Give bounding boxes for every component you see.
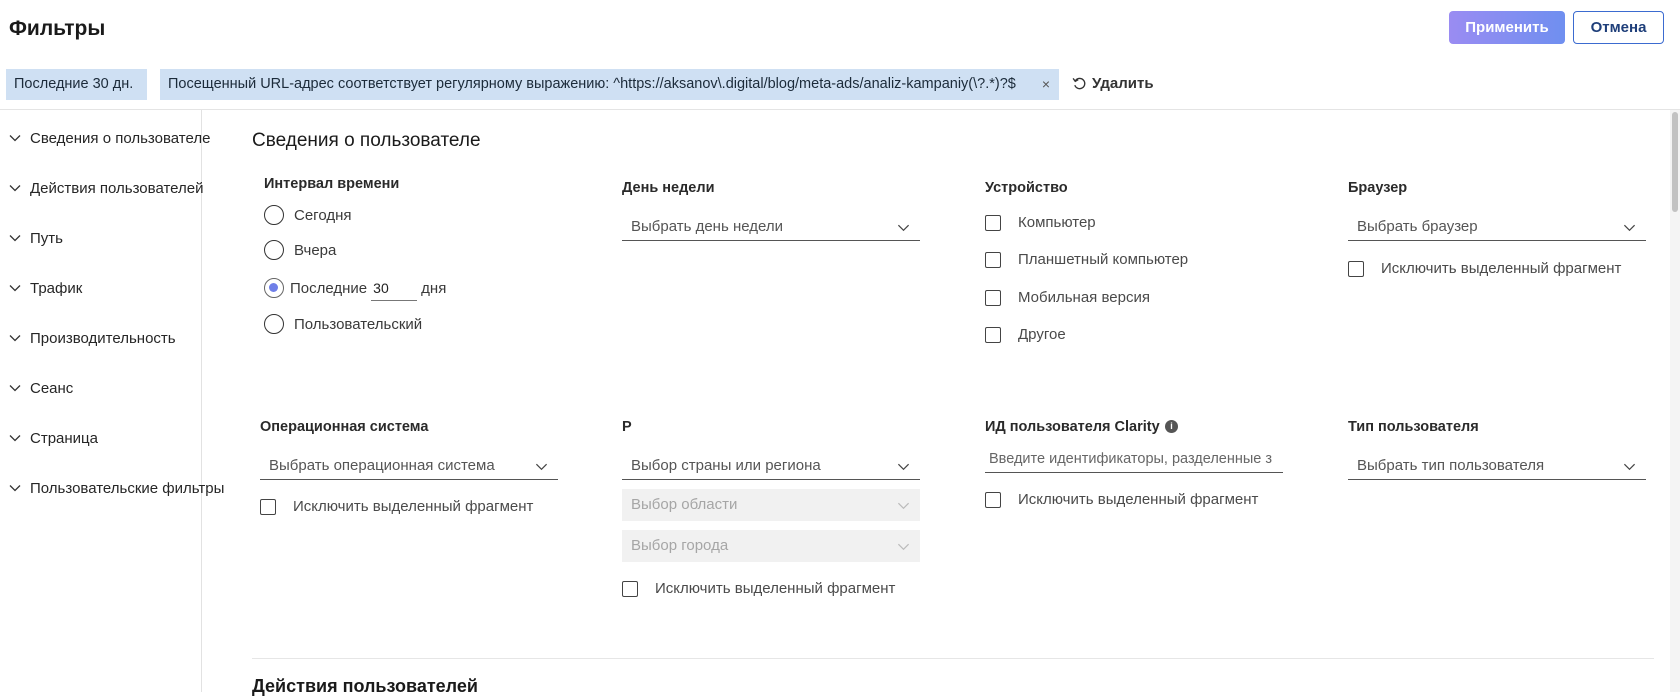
sidebar-item-performance[interactable] [8, 323, 198, 353]
checkbox-label: Другое [1018, 326, 1066, 343]
radio-button[interactable] [264, 240, 284, 260]
clarity-id-label: ИД пользователя Clarity [985, 419, 1160, 435]
info-icon[interactable]: i [1165, 420, 1178, 433]
time-interval-label: Интервал времени [264, 176, 400, 192]
sidebar-item-page[interactable] [8, 423, 198, 453]
radio-label: Сегодня [294, 206, 352, 224]
section-title-user-info: Сведения о пользователе [252, 130, 481, 151]
browser-placeholder: Выбрать браузер [1357, 218, 1478, 235]
sidebar-item-label: Производительность [30, 329, 176, 347]
country-dropdown[interactable] [622, 452, 920, 480]
undo-icon [1071, 75, 1088, 92]
region-exclude-checkbox[interactable] [622, 580, 895, 597]
chevron-down-icon [897, 221, 910, 234]
clarity-id-input[interactable] [985, 445, 1283, 473]
radio-label: Пользовательский [294, 315, 423, 333]
chevron-down-icon [8, 281, 22, 295]
chevron-down-icon [8, 131, 22, 145]
chevron-down-icon [1623, 221, 1636, 234]
checkbox-label: Мобильная версия [1018, 289, 1150, 306]
radio-today[interactable] [264, 205, 352, 225]
scrollbar-thumb[interactable] [1672, 112, 1678, 212]
checkbox[interactable] [985, 252, 1001, 268]
active-filters-bar [0, 69, 1680, 101]
checkbox[interactable] [1348, 261, 1364, 277]
chevron-down-icon [8, 431, 22, 445]
sidebar-item-label: Страница [30, 429, 98, 447]
radio-button-selected[interactable] [264, 278, 284, 298]
user-type-label: Тип пользователя [1348, 419, 1479, 435]
user-type-dropdown[interactable] [1348, 452, 1646, 480]
chevron-down-icon [535, 460, 548, 473]
checkbox-label: Компьютер [1018, 214, 1096, 231]
checkbox-label: Исключить выделенный фрагмент [293, 498, 534, 515]
chevron-down-icon [897, 460, 910, 473]
date-filter-chip[interactable]: Последние 30 дн. [6, 69, 147, 100]
sidebar-item-custom-filters[interactable] [8, 473, 225, 503]
chevron-down-icon [8, 181, 22, 195]
user-type-placeholder: Выбрать тип пользователя [1357, 457, 1545, 474]
section-divider [252, 658, 1654, 659]
sidebar-item-user-actions[interactable] [8, 173, 204, 203]
filters-header [0, 0, 1680, 56]
sidebar-item-label: Пользовательские фильтры [30, 479, 225, 497]
checkbox[interactable] [260, 499, 276, 515]
radio-label: Вчера [294, 241, 337, 259]
section-title-user-actions: Действия пользователей [252, 676, 478, 696]
scrollbar[interactable] [1670, 110, 1680, 692]
sidebar-item-label: Сеанс [30, 379, 74, 397]
clarity-id-exclude-checkbox[interactable] [985, 491, 1258, 508]
sidebar-item-path[interactable] [8, 223, 198, 253]
checkbox-label: Исключить выделенный фрагмент [1018, 491, 1259, 508]
os-dropdown[interactable] [260, 452, 558, 480]
sidebar-item-user-info[interactable] [8, 123, 211, 153]
radio-label: Последние [290, 279, 368, 297]
days-count-input[interactable] [371, 275, 417, 301]
checkbox-label: Исключить выделенный фрагмент [1381, 260, 1622, 277]
city-placeholder: Выбор города [631, 537, 729, 554]
sidebar-item-label: Действия пользователей [30, 179, 204, 197]
city-dropdown [622, 530, 920, 562]
radio-custom[interactable] [264, 314, 422, 334]
sidebar-item-label: Путь [30, 229, 63, 247]
radio-last-n-days[interactable] [264, 275, 446, 301]
device-label: Устройство [985, 180, 1068, 196]
chevron-down-icon [897, 540, 910, 553]
browser-exclude-checkbox[interactable] [1348, 260, 1621, 277]
url-filter-chip-label: Посещенный URL-адрес соответствует регулярному выражению: ^https://aksanov\.digital/blog/meta-ads/analiz-kampaniy(\?.*)?$ [168, 76, 1016, 92]
checkbox[interactable] [985, 492, 1001, 508]
area-placeholder: Выбор области [631, 496, 738, 513]
checkbox-other[interactable] [985, 326, 1066, 343]
chevron-down-icon [1623, 460, 1636, 473]
sidebar-item-label: Сведения о пользователе [30, 129, 211, 147]
chevron-down-icon [8, 331, 22, 345]
chevron-down-icon [8, 481, 22, 495]
sidebar-item-label: Трафик [30, 279, 83, 297]
chevron-down-icon [8, 231, 22, 245]
apply-button[interactable]: Применить [1449, 11, 1565, 44]
checkbox-mobile[interactable] [985, 289, 1150, 306]
checkbox[interactable] [985, 215, 1001, 231]
chevron-down-icon [897, 499, 910, 512]
url-filter-chip[interactable] [160, 69, 1059, 100]
country-placeholder: Выбор страны или региона [631, 457, 821, 474]
weekday-placeholder: Выбрать день недели [631, 218, 783, 235]
checkbox-label: Планшетный компьютер [1018, 251, 1189, 268]
radio-yesterday[interactable] [264, 240, 336, 260]
sidebar [0, 110, 225, 692]
sidebar-item-session[interactable] [8, 373, 198, 403]
browser-label: Браузер [1348, 180, 1408, 196]
radio-button[interactable] [264, 314, 284, 334]
days-suffix: дня [421, 279, 447, 297]
checkbox[interactable] [622, 581, 638, 597]
delete-filters-label: Удалить [1092, 75, 1154, 92]
area-dropdown [622, 489, 920, 521]
checkbox-desktop[interactable] [985, 214, 1096, 231]
chevron-down-icon [8, 381, 22, 395]
checkbox[interactable] [985, 327, 1001, 343]
page-title: Фильтры [9, 17, 106, 40]
cancel-button[interactable]: Отмена [1573, 11, 1664, 44]
filter-panel [203, 110, 1670, 696]
weekday-label: День недели [622, 180, 715, 196]
radio-button[interactable] [264, 205, 284, 225]
browser-dropdown[interactable] [1348, 213, 1646, 241]
checkbox[interactable] [985, 290, 1001, 306]
weekday-dropdown[interactable] [622, 213, 920, 241]
sidebar-item-traffic[interactable] [8, 273, 198, 303]
checkbox-tablet[interactable] [985, 251, 1188, 268]
checkbox-label: Исключить выделенный фрагмент [655, 580, 896, 597]
os-label: Операционная система [260, 419, 429, 435]
os-placeholder: Выбрать операционная система [269, 457, 495, 474]
os-exclude-checkbox[interactable] [260, 498, 533, 515]
region-label: Р [622, 419, 632, 435]
close-icon[interactable]: × [1041, 76, 1050, 92]
delete-filters-button[interactable] [1071, 75, 1154, 92]
